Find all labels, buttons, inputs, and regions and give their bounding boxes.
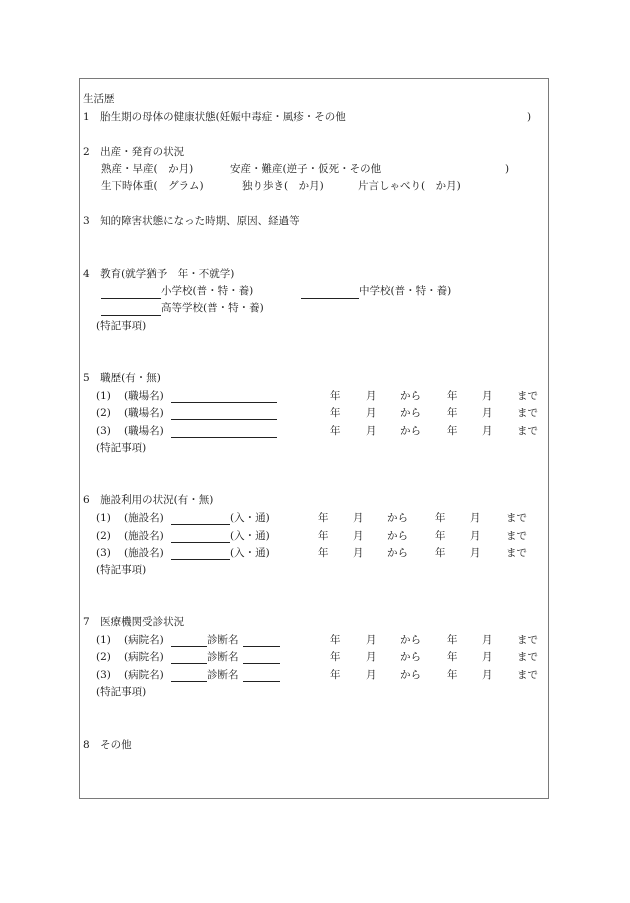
period-from: から — [387, 512, 408, 524]
workplace-name-blank[interactable] — [171, 437, 277, 438]
period-month: 月 — [366, 407, 377, 419]
work-row-name-label: (職場名) — [124, 407, 164, 419]
period-year: 年 — [318, 530, 329, 542]
period-year: 年 — [435, 547, 446, 559]
period-year: 年 — [330, 651, 341, 663]
period-month: 月 — [353, 512, 364, 524]
diagnosis-label: 診断名 — [207, 634, 239, 646]
work-row-number: (3) — [96, 425, 111, 437]
high-school-blank[interactable] — [101, 315, 161, 316]
diagnosis-label: 診断名 — [207, 669, 239, 681]
period-year: 年 — [447, 669, 458, 681]
work-row-number: (1) — [96, 390, 111, 402]
diagnosis-blank[interactable] — [243, 681, 280, 682]
period-month: 月 — [366, 425, 377, 437]
hospital-row-number: (3) — [96, 669, 111, 681]
period-year: 年 — [330, 407, 341, 419]
facility-row-name-label: (施設名) — [124, 547, 164, 559]
hospital-row-name-label: (病院名) — [124, 634, 164, 646]
hospital-row-name-label: (病院名) — [124, 651, 164, 663]
period-until: まで — [517, 669, 538, 681]
high-school-label: 高等学校(普・特・養) — [161, 302, 264, 314]
diagnosis-blank[interactable] — [243, 663, 280, 664]
birth-term-field[interactable]: 熟産・早産( か月) — [101, 163, 194, 175]
period-from: から — [400, 407, 421, 419]
section-2-label: 2 出産・発育の状況 — [83, 146, 185, 158]
period-month: 月 — [482, 407, 493, 419]
period-until: まで — [517, 634, 538, 646]
delivery-type-field[interactable]: 安産・難産(逆子・仮死・その他 — [230, 163, 382, 175]
hospital-row-number: (2) — [96, 651, 111, 663]
work-row-name-label: (職場名) — [124, 390, 164, 402]
period-until: まで — [506, 512, 527, 524]
facility-type-field[interactable]: (入・通) — [230, 530, 270, 542]
elementary-school-label: 小学校(普・特・養) — [161, 285, 254, 297]
period-month: 月 — [482, 634, 493, 646]
facility-row-name-label: (施設名) — [124, 512, 164, 524]
period-from: から — [400, 634, 421, 646]
hospital-row-name-label: (病院名) — [124, 669, 164, 681]
period-year: 年 — [447, 407, 458, 419]
work-row-number: (2) — [96, 407, 111, 419]
facility-name-blank[interactable] — [171, 524, 230, 525]
page-title: 生活歴 — [83, 93, 115, 105]
period-month: 月 — [366, 669, 377, 681]
diagnosis-label: 診断名 — [207, 651, 239, 663]
section-1-label: 1 胎生期の母体の健康状態(妊娠中毒症・風疹・その他 — [83, 111, 346, 123]
period-month: 月 — [482, 651, 493, 663]
section-5-notes: (特記事項) — [96, 442, 147, 454]
work-row-name-label: (職場名) — [124, 425, 164, 437]
period-from: から — [400, 425, 421, 437]
period-year: 年 — [318, 512, 329, 524]
speech-age-field[interactable]: 片言しゃべり( か月) — [358, 180, 461, 192]
period-month: 月 — [470, 512, 481, 524]
junior-high-school-label: 中学校(普・特・養) — [359, 285, 452, 297]
facility-row-number: (1) — [96, 512, 111, 524]
period-month: 月 — [353, 547, 364, 559]
period-year: 年 — [330, 634, 341, 646]
section-6-notes: (特記事項) — [96, 564, 147, 576]
hospital-name-blank[interactable] — [171, 663, 207, 664]
period-month: 月 — [366, 390, 377, 402]
section-6-label: 6 施設利用の状況(有・無) — [83, 494, 214, 506]
period-from: から — [387, 530, 408, 542]
hospital-name-blank[interactable] — [171, 646, 207, 647]
period-month: 月 — [366, 634, 377, 646]
period-year: 年 — [447, 651, 458, 663]
facility-row-number: (3) — [96, 547, 111, 559]
facility-type-field[interactable]: (入・通) — [230, 547, 270, 559]
period-year: 年 — [318, 547, 329, 559]
period-year: 年 — [330, 390, 341, 402]
section-1-close: ) — [527, 111, 532, 123]
facility-type-field[interactable]: (入・通) — [230, 512, 270, 524]
period-until: まで — [517, 390, 538, 402]
section-4-label: 4 教育(就学猶予 年・不就学) — [83, 268, 235, 280]
period-until: まで — [517, 425, 538, 437]
section-7-label: 7 医療機関受診状況 — [83, 616, 185, 628]
period-year: 年 — [435, 512, 446, 524]
walking-age-field[interactable]: 独り歩き( か月) — [242, 180, 324, 192]
workplace-name-blank[interactable] — [171, 402, 277, 403]
period-month: 月 — [353, 530, 364, 542]
period-from: から — [400, 651, 421, 663]
period-year: 年 — [447, 634, 458, 646]
elementary-school-blank[interactable] — [101, 298, 161, 299]
facility-name-blank[interactable] — [171, 559, 230, 560]
period-year: 年 — [447, 425, 458, 437]
birth-weight-field[interactable]: 生下時体重( グラム) — [101, 180, 204, 192]
facility-row-name-label: (施設名) — [124, 530, 164, 542]
hospital-row-number: (1) — [96, 634, 111, 646]
junior-high-school-blank[interactable] — [301, 298, 359, 299]
period-month: 月 — [470, 547, 481, 559]
section-7-notes: (特記事項) — [96, 686, 147, 698]
period-until: まで — [506, 547, 527, 559]
facility-name-blank[interactable] — [171, 542, 230, 543]
period-until: まで — [517, 407, 538, 419]
period-from: から — [400, 669, 421, 681]
section-3-label: 3 知的障害状態になった時期、原因、経過等 — [83, 215, 300, 227]
hospital-name-blank[interactable] — [171, 681, 207, 682]
period-from: から — [387, 547, 408, 559]
period-year: 年 — [447, 390, 458, 402]
period-until: まで — [517, 651, 538, 663]
period-month: 月 — [470, 530, 481, 542]
period-month: 月 — [482, 669, 493, 681]
period-month: 月 — [482, 425, 493, 437]
period-from: から — [400, 390, 421, 402]
period-month: 月 — [366, 651, 377, 663]
section-8-label: 8 その他 — [83, 739, 132, 751]
section-5-label: 5 職歴(有・無) — [83, 372, 161, 384]
facility-row-number: (2) — [96, 530, 111, 542]
period-year: 年 — [330, 669, 341, 681]
diagnosis-blank[interactable] — [243, 646, 280, 647]
section-4-notes: (特記事項) — [96, 320, 147, 332]
period-until: まで — [506, 530, 527, 542]
period-year: 年 — [435, 530, 446, 542]
workplace-name-blank[interactable] — [171, 419, 277, 420]
period-month: 月 — [482, 390, 493, 402]
delivery-close: ) — [505, 163, 510, 175]
period-year: 年 — [330, 425, 341, 437]
